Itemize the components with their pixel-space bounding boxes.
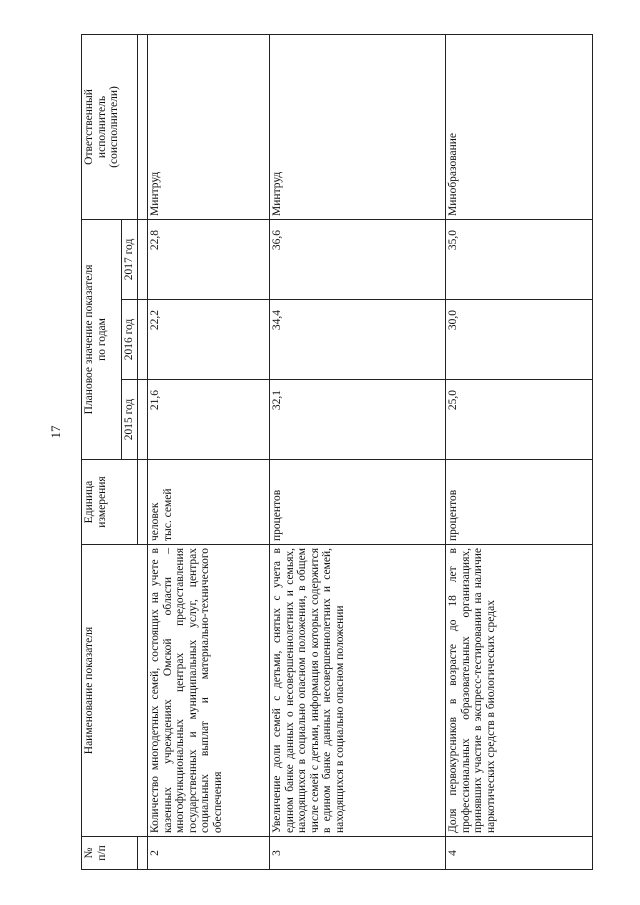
row-num: 3 — [270, 837, 446, 870]
header-year-2017: 2017 год — [122, 219, 138, 299]
spacer-cell — [138, 460, 148, 545]
spacer-cell — [138, 219, 148, 299]
row-num: 2 — [148, 837, 270, 870]
row-responsible: Минобразование — [446, 34, 593, 219]
row-name: Доля первокурсников в возрасте до 18 лет в профессиональных образовательных организациях, принявших участие в экспресс-тестировании на наличие наркотических средств в биологических средах — [446, 545, 593, 837]
row-responsible: Минтруд — [148, 34, 270, 219]
spacer-cell — [138, 837, 148, 870]
row-value-2016: 22,2 — [148, 300, 270, 380]
row-value-2015: 21,6 — [148, 380, 270, 460]
row-responsible: Минтруд — [270, 34, 446, 219]
row-unit-top: человек — [149, 502, 161, 541]
table-row — [270, 34, 446, 869]
header-plan: Плановое значение показателя по годам — [82, 219, 122, 459]
row-name: Увеличение доли семей с детьми, снятых с учета в едином банке данных о несовершеннолетних и семьях, находящихся в социально опасном положении, в общем числе семей с детьми, информация о которых содержится в едином банке данных несовершеннолетних и семей, находящихся в социально опасном положении — [270, 545, 446, 837]
row-unit-bottom: тыс. семей — [161, 488, 174, 541]
header-name: Наименование показателя — [82, 545, 148, 837]
table-row — [148, 34, 270, 869]
header-year-2016: 2016 год — [122, 300, 138, 380]
row-unit — [148, 460, 270, 545]
row-value-2015: 32,1 — [270, 380, 446, 460]
row-value-2016: 34,4 — [270, 300, 446, 380]
header-unit: Единица измерения — [82, 460, 138, 545]
table-row — [446, 34, 593, 869]
spacer-cell — [138, 34, 148, 219]
header-responsible: Ответственный исполнитель (соисполнители) — [82, 34, 138, 219]
spacer-cell — [138, 300, 148, 380]
row-value-2016: 30,0 — [446, 300, 593, 380]
row-value-2017: 35,0 — [446, 219, 593, 299]
row-value-2015: 25,0 — [446, 380, 593, 460]
page-number: 17 — [48, 425, 63, 439]
row-num: 4 — [446, 837, 593, 870]
header-num: № п/п — [82, 837, 138, 870]
row-value-2017: 36,6 — [270, 219, 446, 299]
row-name: Количество многодетных семей, состоящих на учете в казенных учреждениях Омской области – многофункциональных центрах предоставления государственных и муниципальных услуг, центрах социальных выплат и материально-технического обеспечения — [148, 545, 270, 837]
rotated-table-frame — [81, 35, 593, 870]
indicator-table — [81, 34, 593, 870]
row-unit: процентов — [446, 460, 593, 545]
spacer-cell — [138, 380, 148, 460]
row-unit: процентов — [270, 460, 446, 545]
row-value-2017: 22,8 — [148, 219, 270, 299]
header-year-2015: 2015 год — [122, 380, 138, 460]
